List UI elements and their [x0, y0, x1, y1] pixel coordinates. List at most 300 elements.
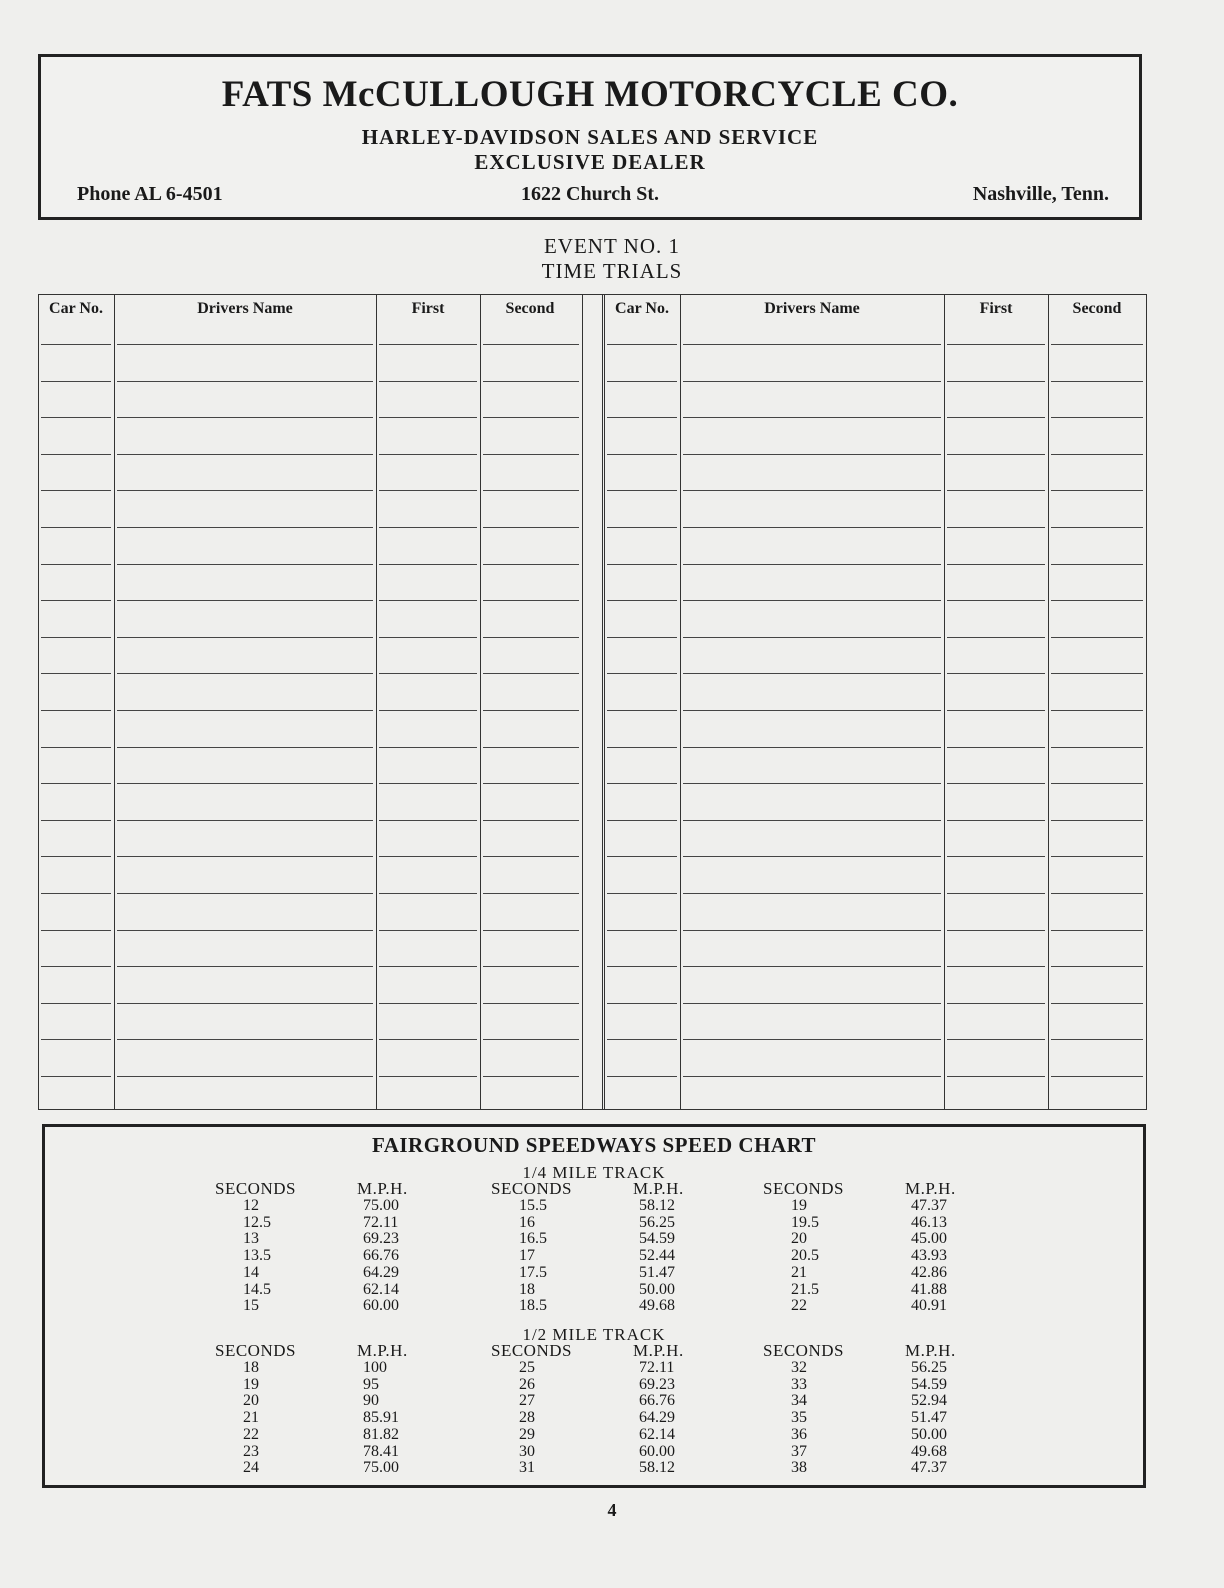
entry-line — [1051, 381, 1143, 382]
entry-line — [683, 381, 941, 382]
entry-line — [41, 710, 111, 711]
seconds-value: 18.5 — [519, 1297, 547, 1315]
entry-line — [483, 417, 579, 418]
column-rule — [602, 294, 603, 1110]
entry-line — [41, 454, 111, 455]
entry-line — [117, 417, 373, 418]
entry-line — [117, 930, 373, 931]
mph-value: 46.13 — [911, 1213, 947, 1231]
entry-line — [947, 930, 1045, 931]
entry-line — [483, 344, 579, 345]
mph-value: 45.00 — [911, 1230, 947, 1248]
entry-line — [379, 710, 477, 711]
entry-line — [1051, 930, 1143, 931]
entry-line — [483, 527, 579, 528]
entry-line — [607, 381, 677, 382]
seconds-value: 28 — [519, 1409, 535, 1427]
mph-value: 66.76 — [639, 1392, 675, 1410]
entry-line — [947, 783, 1045, 784]
entry-line — [379, 527, 477, 528]
seconds-header: SECONDS — [215, 1341, 296, 1360]
mph-value: 95 — [363, 1375, 379, 1393]
entry-line — [483, 490, 579, 491]
mph-value: 51.47 — [911, 1409, 947, 1427]
mph-value: 60.00 — [363, 1297, 399, 1315]
entry-line — [483, 637, 579, 638]
entry-line — [379, 1039, 477, 1040]
mph-value: 49.68 — [639, 1297, 675, 1315]
mph-header: M.P.H. — [905, 1179, 956, 1198]
entry-line — [41, 856, 111, 857]
company-name: FATS McCULLOUGH MOTORCYCLE CO. — [221, 74, 959, 115]
entry-line — [483, 930, 579, 931]
seconds-value: 13.5 — [243, 1247, 271, 1265]
entry-line — [683, 454, 941, 455]
entry-line — [947, 1039, 1045, 1040]
mph-value: 100 — [363, 1359, 387, 1376]
mph-value: 50.00 — [639, 1280, 675, 1298]
column-rule — [604, 294, 605, 1110]
entry-line — [607, 454, 677, 455]
mph-value: 66.76 — [363, 1247, 399, 1265]
entry-line — [41, 783, 111, 784]
mph-value: 54.59 — [911, 1375, 947, 1393]
entry-line — [947, 856, 1045, 857]
seconds-header: SECONDS — [491, 1341, 572, 1360]
seconds-value: 19 — [791, 1197, 807, 1214]
entry-line — [607, 747, 677, 748]
entry-line — [683, 783, 941, 784]
mph-value: 69.23 — [363, 1230, 399, 1248]
entry-line — [41, 381, 111, 382]
seconds-value: 38 — [791, 1459, 807, 1477]
entry-line — [41, 747, 111, 748]
entry-line — [483, 673, 579, 674]
entry-line — [1051, 527, 1143, 528]
column-rule — [114, 294, 115, 1110]
entry-line — [607, 856, 677, 857]
entry-line — [683, 1039, 941, 1040]
entry-line — [1051, 966, 1143, 967]
entry-line — [607, 490, 677, 491]
entry-line — [483, 381, 579, 382]
table-top-rule — [38, 294, 1146, 295]
entry-line — [379, 381, 477, 382]
entry-line — [607, 564, 677, 565]
column-rule — [680, 294, 681, 1110]
entry-line — [607, 1076, 677, 1077]
entry-line — [483, 820, 579, 821]
entry-line — [483, 747, 579, 748]
entry-line — [117, 637, 373, 638]
mph-value: 72.11 — [363, 1213, 399, 1231]
entry-line — [683, 673, 941, 674]
entry-line — [117, 893, 373, 894]
entry-line — [1051, 747, 1143, 748]
seconds-value: 21 — [791, 1263, 807, 1281]
entry-line — [117, 966, 373, 967]
seconds-value: 17.5 — [519, 1263, 547, 1281]
entry-line — [1051, 1003, 1143, 1004]
seconds-value: 32 — [791, 1359, 807, 1376]
phone-number: Phone AL 6-4501 — [77, 183, 223, 205]
tagline-dealer: EXCLUSIVE DEALER — [474, 150, 706, 174]
seconds-value: 16 — [519, 1213, 535, 1231]
entry-line — [117, 856, 373, 857]
entry-line — [947, 673, 1045, 674]
entry-line — [1051, 893, 1143, 894]
entry-line — [1051, 490, 1143, 491]
entry-line — [41, 893, 111, 894]
entry-line — [1051, 783, 1143, 784]
entry-line — [379, 966, 477, 967]
seconds-value: 34 — [791, 1392, 807, 1410]
seconds-value: 18 — [519, 1280, 535, 1298]
entry-line — [483, 710, 579, 711]
seconds-value: 19.5 — [791, 1213, 819, 1231]
entry-line — [379, 490, 477, 491]
entry-line — [683, 893, 941, 894]
entry-line — [947, 490, 1045, 491]
entry-line — [947, 1003, 1045, 1004]
seconds-value: 35 — [791, 1409, 807, 1427]
mph-header: M.P.H. — [633, 1179, 684, 1198]
entry-line — [607, 930, 677, 931]
seconds-value: 33 — [791, 1375, 807, 1393]
seconds-value: 21.5 — [791, 1280, 819, 1298]
entry-line — [683, 564, 941, 565]
mph-value: 47.37 — [911, 1197, 947, 1214]
entry-line — [117, 747, 373, 748]
seconds-value: 14 — [243, 1263, 259, 1281]
column-rule — [38, 294, 39, 1110]
entry-line — [41, 820, 111, 821]
mph-value: 62.14 — [363, 1280, 399, 1298]
entry-line — [947, 381, 1045, 382]
entry-line — [683, 856, 941, 857]
entry-line — [947, 600, 1045, 601]
mph-value: 60.00 — [639, 1442, 675, 1460]
entry-line — [483, 856, 579, 857]
seconds-value: 22 — [791, 1297, 807, 1315]
entry-line — [483, 1039, 579, 1040]
column-rule — [1048, 294, 1049, 1110]
entry-line — [483, 966, 579, 967]
seconds-value: 23 — [243, 1442, 259, 1460]
entry-line — [379, 637, 477, 638]
entry-line — [41, 527, 111, 528]
mph-value: 52.94 — [911, 1392, 947, 1410]
tagline-sales: HARLEY-DAVIDSON SALES AND SERVICE — [361, 125, 819, 149]
entry-line — [607, 673, 677, 674]
entry-line — [947, 417, 1045, 418]
entry-line — [379, 856, 477, 857]
mph-header: M.P.H. — [905, 1341, 956, 1360]
entry-line — [683, 710, 941, 711]
entry-line — [379, 417, 477, 418]
mph-value: 58.12 — [639, 1197, 675, 1214]
seconds-value: 29 — [519, 1425, 535, 1443]
seconds-value: 14.5 — [243, 1280, 271, 1298]
entry-line — [483, 783, 579, 784]
entry-line — [607, 893, 677, 894]
entry-line — [683, 930, 941, 931]
entry-line — [607, 637, 677, 638]
entry-line — [947, 747, 1045, 748]
page-number: 4 — [607, 1500, 617, 1520]
entry-line — [117, 820, 373, 821]
header-second-left: Second — [505, 300, 555, 317]
seconds-value: 22 — [243, 1425, 259, 1443]
entry-line — [607, 1039, 677, 1040]
mph-value: 51.47 — [639, 1263, 675, 1281]
entry-line — [379, 893, 477, 894]
entry-line — [683, 966, 941, 967]
entry-line — [379, 1076, 477, 1077]
seconds-value: 36 — [791, 1425, 807, 1443]
entry-line — [41, 1039, 111, 1040]
seconds-value: 12 — [243, 1197, 259, 1214]
seconds-header: SECONDS — [491, 1179, 572, 1198]
entry-line — [683, 747, 941, 748]
entry-line — [379, 820, 477, 821]
seconds-header: SECONDS — [763, 1341, 844, 1360]
entry-line — [947, 527, 1045, 528]
mph-value: 56.25 — [639, 1213, 675, 1231]
entry-line — [607, 966, 677, 967]
speed-chart-box — [42, 1124, 1146, 1488]
entry-line — [607, 417, 677, 418]
entry-line — [379, 344, 477, 345]
seconds-value: 19 — [243, 1375, 259, 1393]
entry-line — [41, 490, 111, 491]
entry-line — [379, 783, 477, 784]
entry-line — [117, 381, 373, 382]
seconds-value: 24 — [243, 1459, 259, 1477]
entry-line — [947, 820, 1045, 821]
seconds-value: 30 — [519, 1442, 535, 1460]
entry-line — [1051, 1076, 1143, 1077]
seconds-value: 26 — [519, 1375, 535, 1393]
header-first-right: First — [979, 300, 1013, 317]
event-title: TIME TRIALS — [541, 259, 683, 283]
entry-line — [947, 344, 1045, 345]
mph-value: 72.11 — [639, 1359, 675, 1376]
column-rule — [582, 294, 583, 1110]
entry-line — [1051, 344, 1143, 345]
entry-line — [1051, 1039, 1143, 1040]
entry-line — [379, 930, 477, 931]
seconds-value: 27 — [519, 1392, 535, 1410]
entry-line — [117, 1039, 373, 1040]
entry-line — [41, 1003, 111, 1004]
entry-line — [483, 893, 579, 894]
entry-line — [41, 564, 111, 565]
mph-value: 81.82 — [363, 1425, 399, 1443]
time-trials-table — [38, 294, 1146, 1110]
seconds-value: 12.5 — [243, 1213, 271, 1231]
entry-line — [483, 1003, 579, 1004]
entry-line — [483, 600, 579, 601]
entry-line — [683, 1076, 941, 1077]
seconds-value: 16.5 — [519, 1230, 547, 1248]
entry-line — [947, 1076, 1045, 1077]
entry-line — [1051, 564, 1143, 565]
mph-value: 64.29 — [639, 1409, 675, 1427]
mph-value: 43.93 — [911, 1247, 947, 1265]
entry-line — [683, 637, 941, 638]
dealer-ad-box — [38, 54, 1142, 220]
track-title: 1/2 MILE TRACK — [522, 1325, 666, 1344]
mph-value: 50.00 — [911, 1425, 947, 1443]
seconds-value: 20.5 — [791, 1247, 819, 1265]
entry-line — [607, 527, 677, 528]
entry-line — [607, 710, 677, 711]
mph-value: 58.12 — [639, 1459, 675, 1477]
mph-value: 75.00 — [363, 1197, 399, 1214]
mph-value: 62.14 — [639, 1425, 675, 1443]
entry-line — [683, 1003, 941, 1004]
entry-line — [117, 673, 373, 674]
mph-value: 54.59 — [639, 1230, 675, 1248]
entry-line — [41, 344, 111, 345]
seconds-header: SECONDS — [763, 1179, 844, 1198]
entry-line — [117, 490, 373, 491]
seconds-value: 13 — [243, 1230, 259, 1248]
seconds-value: 20 — [243, 1392, 259, 1410]
entry-line — [117, 344, 373, 345]
speed-chart-title: FAIRGROUND SPEEDWAYS SPEED CHART — [371, 1133, 817, 1157]
mph-value: 49.68 — [911, 1442, 947, 1460]
entry-line — [947, 637, 1045, 638]
entry-line — [607, 783, 677, 784]
entry-line — [1051, 637, 1143, 638]
mph-value: 90 — [363, 1392, 379, 1410]
mph-header: M.P.H. — [633, 1341, 684, 1360]
entry-line — [41, 966, 111, 967]
mph-value: 85.91 — [363, 1409, 399, 1427]
mph-value: 69.23 — [639, 1375, 675, 1393]
entry-line — [41, 417, 111, 418]
mph-value: 47.37 — [911, 1459, 947, 1477]
entry-line — [1051, 600, 1143, 601]
table-bottom-rule — [38, 1109, 1146, 1110]
seconds-header: SECONDS — [215, 1179, 296, 1198]
seconds-value: 15.5 — [519, 1197, 547, 1214]
seconds-value: 25 — [519, 1359, 535, 1376]
entry-line — [117, 600, 373, 601]
header-car-no-right: Car No. — [615, 300, 669, 317]
entry-line — [607, 820, 677, 821]
mph-value: 40.91 — [911, 1297, 947, 1315]
header-drivers-name-right: Drivers Name — [764, 300, 860, 317]
entry-line — [947, 454, 1045, 455]
entry-line — [379, 454, 477, 455]
track-title: 1/4 MILE TRACK — [522, 1163, 666, 1182]
entry-line — [683, 344, 941, 345]
seconds-value: 21 — [243, 1409, 259, 1427]
mph-value: 41.88 — [911, 1280, 947, 1298]
mph-value: 75.00 — [363, 1459, 399, 1477]
entry-line — [1051, 710, 1143, 711]
mph-value: 64.29 — [363, 1263, 399, 1281]
column-rule — [480, 294, 481, 1110]
entry-line — [947, 564, 1045, 565]
entry-line — [947, 710, 1045, 711]
entry-line — [117, 1003, 373, 1004]
seconds-value: 17 — [519, 1247, 535, 1265]
entry-line — [683, 600, 941, 601]
entry-line — [683, 417, 941, 418]
entry-line — [379, 564, 477, 565]
entry-line — [483, 1076, 579, 1077]
entry-line — [1051, 856, 1143, 857]
entry-line — [117, 1076, 373, 1077]
entry-line — [379, 600, 477, 601]
entry-line — [117, 454, 373, 455]
header-car-no-left: Car No. — [49, 300, 103, 317]
entry-line — [607, 600, 677, 601]
entry-line — [683, 820, 941, 821]
column-rule — [1146, 294, 1147, 1110]
seconds-value: 15 — [243, 1297, 259, 1315]
mph-value: 52.44 — [639, 1247, 675, 1265]
entry-line — [41, 1076, 111, 1077]
seconds-value: 18 — [243, 1359, 259, 1376]
entry-line — [41, 673, 111, 674]
entry-line — [41, 600, 111, 601]
entry-line — [483, 564, 579, 565]
seconds-value: 37 — [791, 1442, 807, 1460]
entry-line — [683, 527, 941, 528]
column-rule — [944, 294, 945, 1110]
entry-line — [1051, 417, 1143, 418]
mph-header: M.P.H. — [357, 1179, 408, 1198]
header-drivers-name-left: Drivers Name — [197, 300, 293, 317]
column-rule — [376, 294, 377, 1110]
event-number: EVENT NO. 1 — [543, 234, 680, 258]
entry-line — [1051, 673, 1143, 674]
entry-line — [117, 564, 373, 565]
entry-line — [607, 1003, 677, 1004]
entry-line — [1051, 820, 1143, 821]
entry-line — [947, 893, 1045, 894]
header-second-right: Second — [1072, 300, 1122, 317]
entry-line — [117, 710, 373, 711]
entry-line — [607, 344, 677, 345]
mph-value: 42.86 — [911, 1263, 947, 1281]
entry-line — [379, 1003, 477, 1004]
mph-value: 56.25 — [911, 1359, 947, 1376]
mph-value: 78.41 — [363, 1442, 399, 1460]
entry-line — [41, 930, 111, 931]
entry-line — [683, 490, 941, 491]
entry-line — [483, 454, 579, 455]
street-address: 1622 Church St. — [521, 183, 659, 205]
entry-line — [117, 783, 373, 784]
entry-line — [379, 747, 477, 748]
entry-line — [379, 673, 477, 674]
seconds-value: 31 — [519, 1459, 535, 1477]
entry-line — [947, 966, 1045, 967]
entry-line — [1051, 454, 1143, 455]
seconds-value: 20 — [791, 1230, 807, 1248]
city-state: Nashville, Tenn. — [972, 183, 1109, 205]
entry-line — [117, 527, 373, 528]
entry-line — [41, 637, 111, 638]
header-first-left: First — [411, 300, 445, 317]
mph-header: M.P.H. — [357, 1341, 408, 1360]
